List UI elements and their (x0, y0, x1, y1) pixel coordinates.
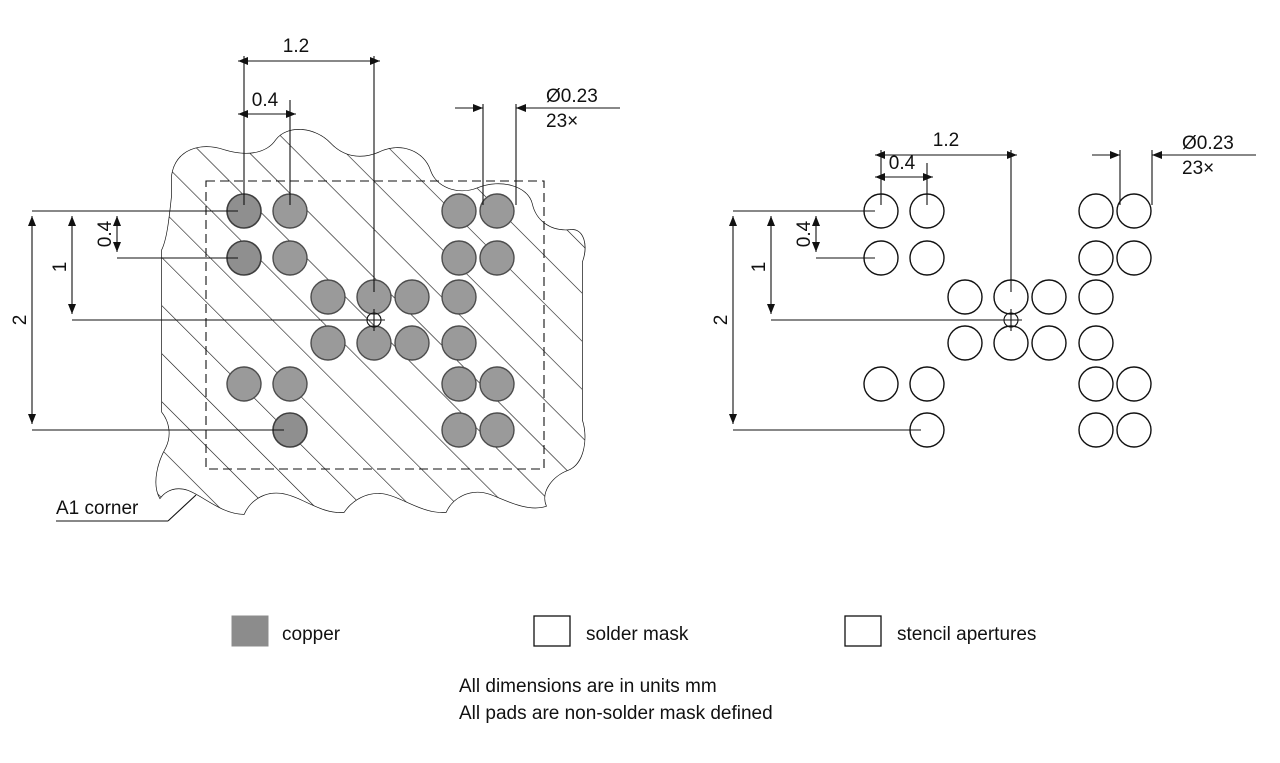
copper-swatch (232, 616, 268, 646)
legend-label-copper: copper (282, 624, 341, 645)
dim-pitch-x-1-label: 1.2 (282, 36, 310, 57)
dim-pitch-y-2-label: 0.4 (95, 220, 116, 248)
notes (459, 676, 773, 724)
right-view (711, 130, 1256, 447)
legend-label-solder-mask: solder mask (586, 624, 689, 645)
stencil-aperture-swatch (845, 616, 881, 646)
a1-corner-label: A1 corner (56, 498, 139, 519)
legend-item-stencil-apertures (845, 616, 1036, 646)
dim-pitch-y-1-label-right: 1 (749, 261, 770, 273)
legend-item-copper (232, 616, 341, 646)
legend (232, 616, 1036, 646)
a1-corner-callout (56, 495, 196, 521)
dim-overall-y-label: 2 (10, 314, 31, 326)
note-line-1: All dimensions are in units mm (459, 676, 717, 697)
solder-mask-swatch (534, 616, 570, 646)
dim-pitch-x-2-label-right: 0.4 (888, 153, 916, 174)
dim-hole-count-label: 23× (546, 111, 579, 132)
dimension-pitch-y-0.4-right (794, 216, 875, 258)
dim-hole-dia-label: Ø0.23 (546, 86, 598, 107)
dim-pitch-y-1-label: 1 (50, 261, 71, 273)
dimension-hole-diameter-right (1092, 133, 1256, 205)
dim-overall-y-label-right: 2 (711, 314, 732, 326)
legend-label-stencil-apertures: stencil apertures (897, 624, 1037, 645)
dim-pitch-x-1-label-right: 1.2 (932, 130, 960, 151)
dim-hole-count-label-right: 23× (1182, 158, 1215, 179)
dim-pitch-y-2-label-right: 0.4 (794, 220, 815, 248)
dim-pitch-x-2-label: 0.4 (251, 90, 279, 111)
left-view (10, 36, 620, 530)
legend-item-solder-mask (534, 616, 689, 646)
note-line-2: All pads are non-solder mask defined (459, 703, 773, 724)
dim-hole-dia-label-right: Ø0.23 (1182, 133, 1234, 154)
